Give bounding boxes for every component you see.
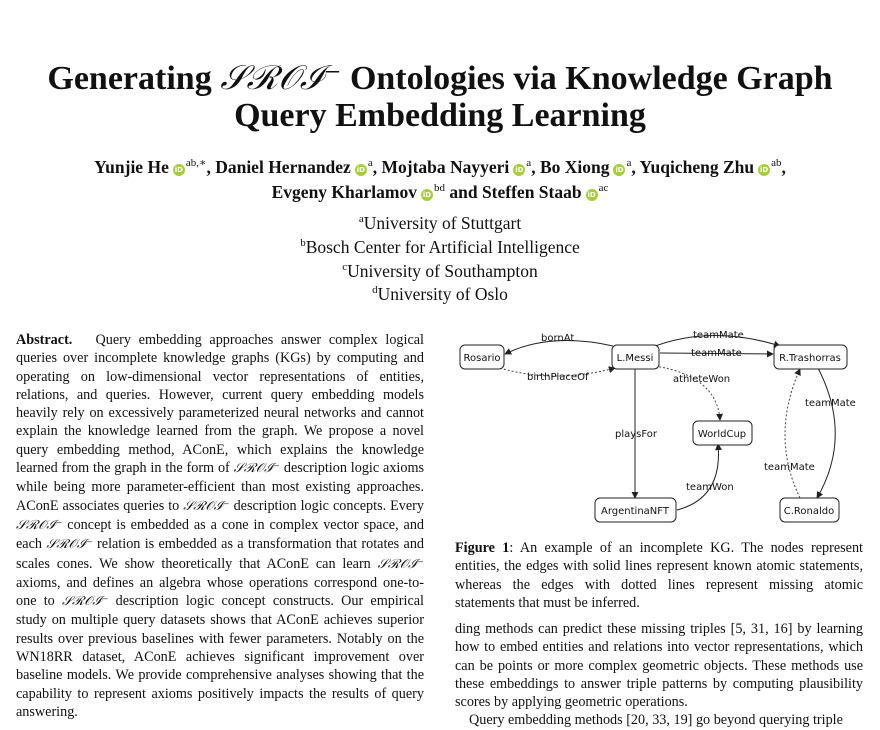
kg-figure	[455, 326, 865, 526]
edge-label: bornAt	[541, 333, 575, 344]
affiliation-list	[0, 209, 880, 304]
svg-text:R.Trashorras: R.Trashorras	[779, 353, 841, 364]
caption-label: Figure 1	[455, 540, 510, 556]
paragraph: ding methods can predict these missing triples [5, 31, 16] by learning how to embed entities and relations into vector representations, which can be points or more complex geometric objects. These methods use these embeddings to answer triple patterns by computing plausibility scores by applying geometric operations.	[455, 621, 863, 711]
title-logic-name: 𝒮ℛ𝒪ℐ⁻	[220, 58, 342, 98]
node-rosario	[460, 345, 504, 369]
author: Yunjie He $iD^{ab,∗}$	[94, 156, 207, 177]
orcid-icon[interactable]: iD	[759, 165, 769, 174]
author-line-2	[0, 178, 880, 203]
author: Steffen Staab $iD^{ac}$	[481, 181, 609, 202]
svg-text:L.Messi: L.Messi	[616, 353, 654, 364]
logic-name: 𝒮ℛ𝒪ℐ⁻	[62, 594, 109, 610]
orcid-icon[interactable]: iD	[587, 190, 596, 199]
edge-label: athleteWon	[673, 374, 731, 385]
node-ronaldo	[780, 498, 839, 522]
svg-text:C.Ronaldo: C.Ronaldo	[783, 506, 835, 517]
orcid-icon[interactable]: iD	[356, 165, 365, 174]
logic-name: 𝒮ℛ𝒪ℐ⁻	[183, 498, 230, 514]
node-worldcup	[693, 421, 752, 445]
node-messi	[612, 345, 659, 369]
author: Mojtaba Nayyeri $iD^a$	[381, 156, 532, 177]
logic-name: 𝒮ℛ𝒪ℐ⁻	[16, 517, 63, 533]
orcid-icon[interactable]: iD	[174, 165, 183, 174]
edge-label: teamMate	[805, 398, 856, 409]
paper-title	[0, 60, 880, 134]
and-word: and	[449, 181, 478, 202]
body-text	[455, 620, 863, 730]
paragraph: Query embedding methods [20, 33, 19] go beyond querying triple	[469, 712, 843, 729]
orcid-icon[interactable]: iD	[615, 165, 624, 174]
svg-text:Rosario: Rosario	[463, 353, 501, 364]
affiliation: $^b$Bosch Center for Artificial Intelligence	[300, 236, 580, 257]
node-trashorras	[774, 345, 847, 369]
title-suffix: Ontologies via Knowledge Graph	[349, 60, 833, 97]
author-list	[0, 153, 880, 203]
orcid-icon[interactable]: iD	[422, 190, 432, 199]
svg-text:ArgentinaNFT: ArgentinaNFT	[601, 506, 669, 517]
affiliation: $^a$University of Stuttgart	[358, 212, 522, 233]
abstract-label: Abstract.	[16, 332, 73, 348]
orcid-icon[interactable]: iD	[515, 165, 524, 174]
logic-name: 𝒮ℛ𝒪ℐ⁻	[377, 556, 424, 572]
edge-label: teamMate	[693, 330, 744, 341]
title-line-2: Query Embedding Learning	[234, 97, 646, 134]
author-line-1: Yunjie He $iD^{ab,∗}$, Daniel Hernandez $iD^a$, Mojtaba Nayyeri $iD^a$, Bo Xiong $iD^a$, Yuqicheng Zhu $iD^{ab}$,	[94, 156, 786, 177]
edge-label: teamMate	[764, 462, 815, 473]
edge-label: teamWon	[686, 482, 734, 493]
title-prefix: Generating	[47, 60, 212, 97]
edge-label: birthPlaceOf	[527, 372, 589, 383]
edge-label: teamMate	[691, 348, 742, 359]
affiliation: $^c$University of Southampton	[342, 260, 538, 281]
node-argentina	[595, 498, 676, 522]
affiliation: $^d$University of Oslo	[372, 284, 508, 305]
logic-name: 𝒮ℛ𝒪ℐ⁻	[233, 461, 281, 477]
edge-teamMate-right	[817, 368, 835, 498]
edge-teamMate-left	[785, 369, 800, 498]
logic-name: 𝒮ℛ𝒪ℐ⁻	[46, 537, 93, 553]
author: Daniel Hernandez $iD^a$	[215, 156, 373, 177]
author: Bo Xiong $iD^a$	[539, 156, 632, 177]
author: Evgeny Kharlamov $iD^{bd}$	[271, 181, 445, 202]
title-line-1	[0, 60, 880, 97]
edge-teamWon	[677, 444, 718, 510]
edge-label: playsFor	[615, 429, 658, 440]
svg-text:WorldCup: WorldCup	[697, 429, 747, 440]
author: Yuqicheng Zhu $iD^{ab}$	[639, 156, 782, 177]
figure-caption: Figure 1: An example of an incomplete KG. The nodes represent entities, the edges with solid lines represent known atomic statements, whereas the edges with dotted lines represent missing atomic statements that must be inferred.	[455, 540, 863, 611]
abstract: Abstract. Query embedding approaches answer complex logical queries over incomplete knowledge graphs (KGs) by computing and operating on low-dimensional vector representations of entities, relations, and queries. However, current query embedding models heavily rely on excessively parameterized neural networks and cannot explain the knowledge learned from the graph. We propose a novel query embedding method, AConE, which explains the knowledge learned from the graph in the form of 𝒮ℛ𝒪ℐ⁻ description logic axioms while being more parameter-efficient than most existing approaches. AConE associates queries to 𝒮ℛ𝒪ℐ⁻ description logic concepts. Every 𝒮ℛ𝒪ℐ⁻ concept is embedded as a cone in complex vector space, and each 𝒮ℛ𝒪ℐ⁻ relation is embedded as a transformation that rotates and scales cones. We show theoretically that AConE can learn 𝒮ℛ𝒪ℐ⁻ axioms, and defines an algebra whose operations correspond one-to-one to 𝒮ℛ𝒪ℐ⁻ description logic concept constructs. Our empirical study on multiple query datasets shows that AConE achieves superior results over previous baselines with fewer parameters. Notably on the WN18RR dataset, AConE achieves significant improvement over baseline models. We provide comprehensive analyses showing that the capability to represent axioms positively impacts the results of query answering.	[16, 332, 425, 720]
